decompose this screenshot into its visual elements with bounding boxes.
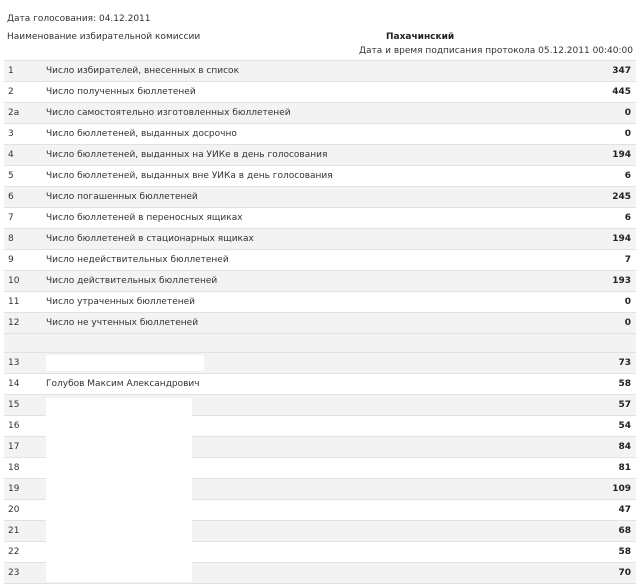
table-row bbox=[4, 145, 636, 166]
row-value: 68 bbox=[506, 521, 636, 542]
table-row bbox=[4, 124, 636, 145]
row-label: Число действительных бюллетеней bbox=[46, 271, 506, 292]
row-value: 84 bbox=[506, 437, 636, 458]
row-value: 81 bbox=[506, 458, 636, 479]
table-row bbox=[4, 313, 636, 334]
row-number: 13 bbox=[4, 353, 46, 374]
row-value: 194 bbox=[506, 229, 636, 250]
table-row bbox=[4, 374, 636, 395]
row-value: 58 bbox=[506, 542, 636, 563]
row-number: 7 bbox=[4, 208, 46, 229]
table-row bbox=[4, 271, 636, 292]
row-label: Голубов Максим Александрович bbox=[46, 374, 506, 395]
row-number: 22 bbox=[4, 542, 46, 563]
row-label: Число самостоятельно изготовленных бюллетеней bbox=[46, 103, 506, 124]
table-row bbox=[4, 229, 636, 250]
spacer-row bbox=[4, 334, 636, 353]
row-number: 5 bbox=[4, 166, 46, 187]
commission-name: Пахачинский bbox=[386, 32, 455, 42]
row-label: Число не учтенных бюллетеней bbox=[46, 313, 506, 334]
row-value: 0 bbox=[506, 313, 636, 334]
row-value: 347 bbox=[506, 61, 636, 82]
protocol-rows bbox=[4, 61, 636, 334]
table-row bbox=[4, 208, 636, 229]
row-number: 15 bbox=[4, 395, 46, 416]
row-value: 193 bbox=[506, 271, 636, 292]
row-number: 16 bbox=[4, 416, 46, 437]
row-number: 12 bbox=[4, 313, 46, 334]
redacted-names-block bbox=[46, 398, 192, 582]
row-number: 9 bbox=[4, 250, 46, 271]
row-value: 6 bbox=[506, 208, 636, 229]
protocol-signed-datetime: Дата и время подписания протокола 05.12.2011 00:40:00 bbox=[358, 46, 633, 56]
commission-label: Наименование избирательной комиссии bbox=[7, 32, 201, 42]
row-label: Число погашенных бюллетеней bbox=[46, 187, 506, 208]
row-number: 3 bbox=[4, 124, 46, 145]
table-row bbox=[4, 82, 636, 103]
row-label bbox=[46, 353, 506, 374]
row-number: 11 bbox=[4, 292, 46, 313]
table-row bbox=[4, 61, 636, 82]
row-label: Число полученных бюллетеней bbox=[46, 82, 506, 103]
row-value: 58 bbox=[506, 374, 636, 395]
row-number: 2 bbox=[4, 82, 46, 103]
row-number: 1 bbox=[4, 61, 46, 82]
row-label: Число бюллетеней в переносных ящиках bbox=[46, 208, 506, 229]
row-value: 47 bbox=[506, 500, 636, 521]
row-value: 0 bbox=[506, 103, 636, 124]
row-value: 57 bbox=[506, 395, 636, 416]
row-label: Число бюллетеней, выданных досрочно bbox=[46, 124, 506, 145]
row-number: 8 bbox=[4, 229, 46, 250]
row-label: Число бюллетеней, выданных вне УИКа в день голосования bbox=[46, 166, 506, 187]
row-value: 245 bbox=[506, 187, 636, 208]
table-row bbox=[4, 103, 636, 124]
row-number: 17 bbox=[4, 437, 46, 458]
row-label: Число избирателей, внесенных в список bbox=[46, 61, 506, 82]
row-number: 19 bbox=[4, 479, 46, 500]
spacer bbox=[4, 334, 636, 353]
redacted-name bbox=[46, 355, 204, 371]
row-number: 23 bbox=[4, 563, 46, 584]
row-number: 10 bbox=[4, 271, 46, 292]
row-value: 73 bbox=[506, 353, 636, 374]
table-row bbox=[4, 187, 636, 208]
row-value: 194 bbox=[506, 145, 636, 166]
row-number: 20 bbox=[4, 500, 46, 521]
row-value: 109 bbox=[506, 479, 636, 500]
row-label: Число утраченных бюллетеней bbox=[46, 292, 506, 313]
table-row bbox=[4, 292, 636, 313]
row-number: 2а bbox=[4, 103, 46, 124]
row-value: 0 bbox=[506, 292, 636, 313]
row-value: 445 bbox=[506, 82, 636, 103]
table-row bbox=[4, 353, 636, 374]
row-value: 0 bbox=[506, 124, 636, 145]
row-value: 7 bbox=[506, 250, 636, 271]
row-value: 54 bbox=[506, 416, 636, 437]
table-row bbox=[4, 250, 636, 271]
row-label: Число бюллетеней в стационарных ящиках bbox=[46, 229, 506, 250]
row-number: 4 bbox=[4, 145, 46, 166]
row-label: Число недействительных бюллетеней bbox=[46, 250, 506, 271]
row-value: 70 bbox=[506, 563, 636, 584]
row-number: 6 bbox=[4, 187, 46, 208]
row-label: Число бюллетеней, выданных на УИКе в день голосования bbox=[46, 145, 506, 166]
row-value: 6 bbox=[506, 166, 636, 187]
row-number: 18 bbox=[4, 458, 46, 479]
row-number: 21 bbox=[4, 521, 46, 542]
table-row bbox=[4, 166, 636, 187]
voting-date: Дата голосования: 04.12.2011 bbox=[7, 14, 151, 24]
row-number: 14 bbox=[4, 374, 46, 395]
